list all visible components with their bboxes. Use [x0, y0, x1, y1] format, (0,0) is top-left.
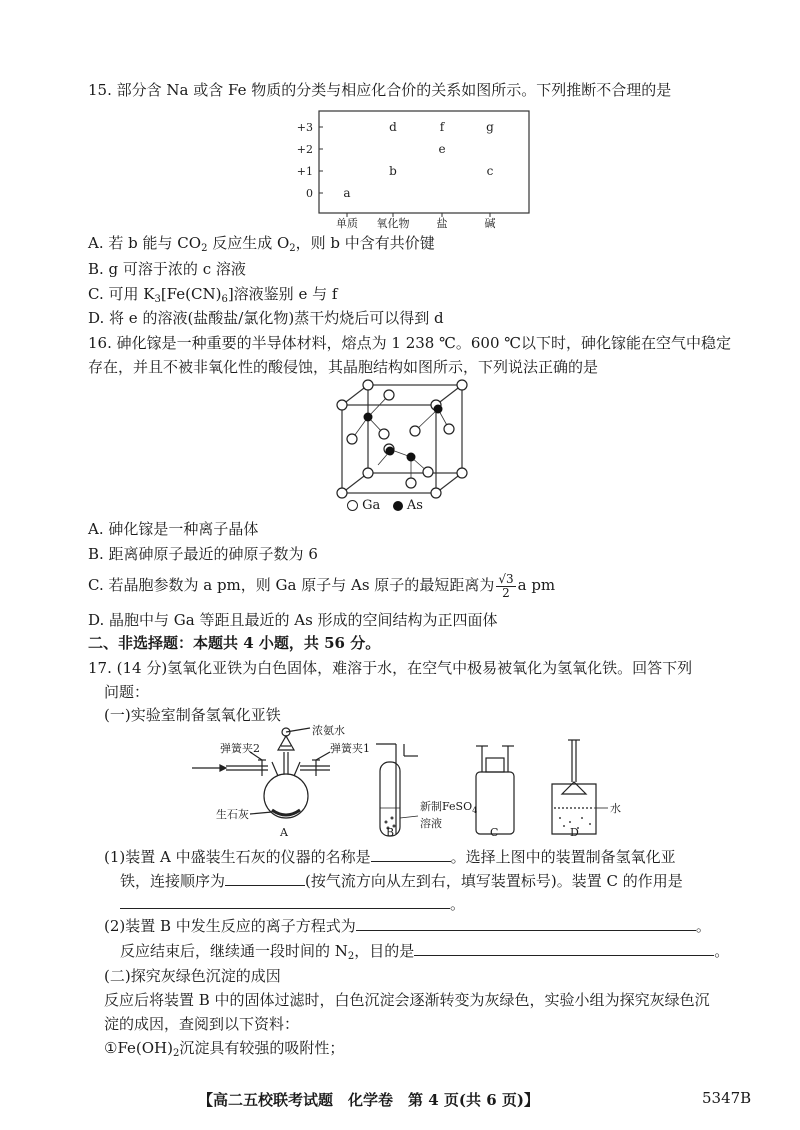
label-clip1: 弹簧夹1 [330, 742, 370, 755]
ga-legend-icon [347, 500, 358, 511]
ga-atom [457, 380, 467, 390]
chart-point-b: b [389, 164, 397, 178]
label-lime: 生石灰 [216, 808, 249, 821]
q15-option-c: C. 可用 $K_3[Fe(CN)_6]$溶液鉴别 e 与 f [88, 285, 338, 305]
ga-atom [384, 390, 394, 400]
q16-crystal-cell-figure [330, 375, 480, 515]
ga-atom [431, 488, 441, 498]
as-atom [364, 413, 373, 422]
q17-s2-line2: 反应结束后，继续通一段时间的 $N_2$，目的是 。 [120, 942, 730, 962]
q16-stem-line1: 16. 砷化镓是一种重要的半导体材料，熔点为 1 238 ℃。600 ℃以下时，砷化镓能在空气中稳定 [88, 334, 732, 352]
chart-point-d: d [389, 120, 397, 134]
q15-option-b: B. g 可溶于浓的 c 溶液 [88, 260, 246, 278]
q17-s1-line3: 。 [120, 894, 465, 914]
ga-atom [423, 467, 433, 477]
ga-atom [406, 478, 416, 488]
answer-blank[interactable] [120, 894, 450, 909]
x-tick-label: 单质 [336, 217, 358, 230]
ga-atom [337, 488, 347, 498]
ga-atom [363, 468, 373, 478]
ga-atom [379, 429, 389, 439]
q15-valence-chart [285, 105, 535, 230]
ga-atom [457, 468, 467, 478]
chart-point-f: f [439, 120, 445, 134]
y-tick-label: +3 [296, 121, 313, 134]
y-tick-label: +2 [296, 143, 313, 156]
q16-option-a: A. 砷化镓是一种离子晶体 [88, 520, 259, 538]
as-atom [407, 453, 416, 462]
q16-option-d: D. 晶胞中与 Ga 等距且最近的 As 形成的空间结构为正四面体 [88, 611, 498, 629]
label-feso4: 新制FeSO$_4$ 溶液 [420, 800, 478, 830]
chart-point-e: e [438, 142, 446, 156]
ga-atom [410, 426, 420, 436]
q17-part2-title: (二)探究灰绿色沉淀的成因 [104, 967, 281, 985]
label-A: A [280, 826, 288, 839]
label-water: 水 [610, 802, 621, 815]
answer-blank[interactable] [225, 871, 305, 886]
q16-option-b: B. 距离砷原子最近的砷原子数为 6 [88, 545, 318, 563]
q15-stem: 15. 部分含 Na 或含 Fe 物质的分类与相应化合价的关系如图所示。下列推断不合理的是 [88, 81, 672, 99]
ga-atom [363, 380, 373, 390]
q17-part2-item1: $①Fe(OH)_2$沉淀具有较强的吸附性； [104, 1039, 345, 1059]
chart-point-c: c [486, 164, 494, 178]
y-tick-label: 0 [306, 187, 313, 200]
x-tick-label: 碱 [484, 217, 496, 230]
q16-option-c: C. 若晶胞参数为 a pm，则 Ga 原子与 As 原子的最短距离为 $\frac{√3}{2}$ a pm [88, 571, 556, 600]
label-C: C [490, 826, 499, 839]
label-D: D [570, 826, 579, 839]
q17-part1-title: (一)实验室制备氢氧化亚铁 [104, 706, 281, 724]
answer-blank[interactable] [371, 847, 451, 862]
section-title: 二、非选择题：本题共 4 小题，共 56 分。 [88, 634, 381, 652]
chart-point-a: a [343, 186, 351, 200]
sqrt3-over-2-fraction: $\frac{√3}{2}$ [498, 571, 514, 600]
q15-option-d: D. 将 e 的溶液(盐酸盐/氯化物)蒸干灼烧后可以得到 d [88, 309, 444, 327]
q16-stem-line2: 存在，并且不被非氧化性的酸侵蚀，其晶胞结构如图所示，下列说法正确的是 [88, 358, 599, 376]
chart-point-g: g [486, 120, 494, 134]
ga-atom [337, 400, 347, 410]
q17-s2-line1: (2)装置 B 中发生反应的离子方程式为 。 [104, 917, 711, 935]
label-B: B [386, 826, 395, 839]
q17-stem-line2: 问题： [104, 683, 150, 701]
as-atom [434, 405, 443, 414]
ga-atom [347, 434, 357, 444]
q17-part2-para2: 淀的成因，查阅到以下资料： [104, 1015, 300, 1033]
as-atom [386, 447, 395, 456]
y-tick-label: +1 [296, 165, 313, 178]
as-legend-icon [393, 501, 403, 511]
q16-legend: Ga As [347, 496, 423, 516]
answer-blank[interactable] [356, 916, 696, 931]
q17-s1-line2: 铁，连接顺序为 (按气流方向从左到右，填写装置标号)。装置 C 的作用是 [120, 872, 683, 890]
footer-code: 5347B [702, 1089, 752, 1107]
label-ammonia: 浓氨水 [312, 724, 345, 737]
answer-blank[interactable] [414, 941, 714, 956]
label-clip2: 弹簧夹2 [220, 742, 260, 755]
q17-part2-para1: 反应后将装置 B 中的固体过滤时，白色沉淀会逐渐转变为灰绿色，实验小组为探究灰绿色沉 [104, 991, 710, 1009]
ga-atom [444, 424, 454, 434]
q17-apparatus-figure [190, 722, 630, 847]
x-tick-label: 盐 [436, 217, 448, 230]
q17-stem-line1: 17. (14 分)氢氧化亚铁为白色固体，难溶于水，在空气中极易被氧化为氢氧化铁。回答下列 [88, 659, 693, 677]
footer-title: 【高二五校联考试题 化学卷 第 4 页(共 6 页)】 [198, 1091, 539, 1109]
q17-s1-line1: (1)装置 A 中盛装生石灰的仪器的名称是 。选择上图中的装置制备氢氧化亚 [104, 848, 676, 866]
x-tick-label: 氧化物 [376, 217, 410, 230]
q15-option-a: A. 若 b 能与 $CO_2$ 反应生成 $O_2$，则 b 中含有共价键 [88, 234, 435, 254]
